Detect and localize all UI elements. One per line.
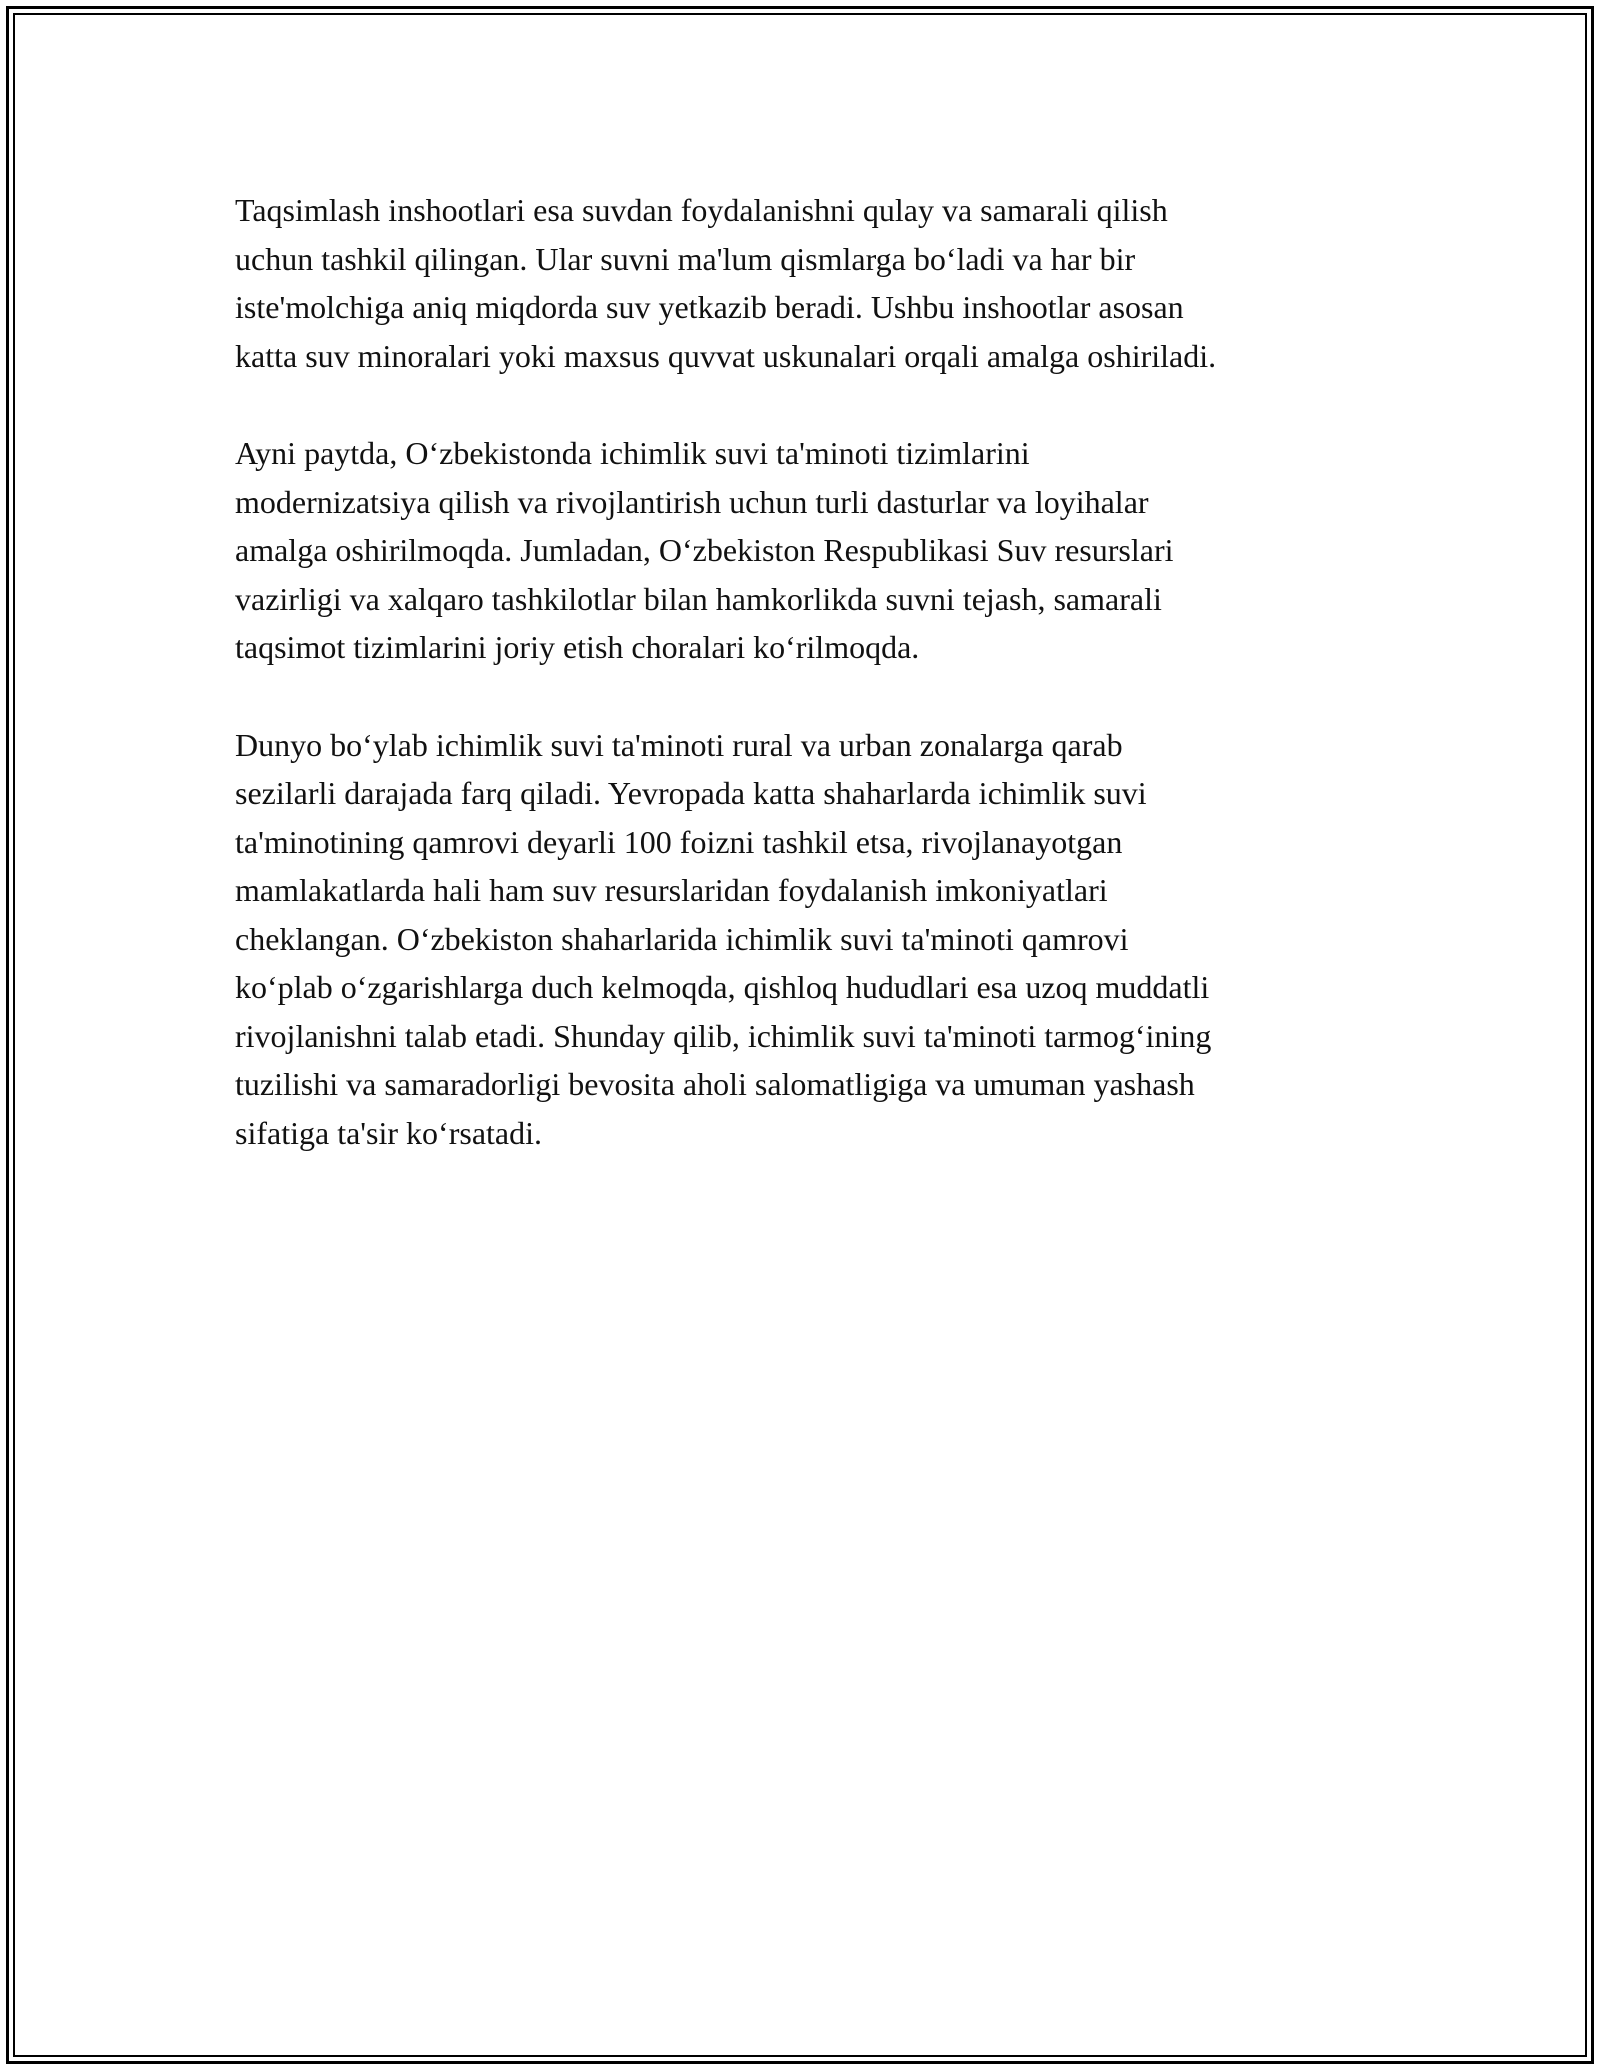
text-line: sezilarli darajada farq qiladi. Yevropada katta shaharlarda ichimlik suvi (235, 775, 1147, 811)
text-line: Taqsimlash inshootlari esa suvdan foydalanishni qulay va samarali qilish (235, 192, 1168, 228)
text-line: ko‘plab o‘zgarishlarga duch kelmoqda, qishloq hududlari esa uzoq muddatli (235, 969, 1210, 1005)
text-line: rivojlanishni talab etadi. Shunday qilib, ichimlik suvi ta'minoti tarmog‘ining (235, 1017, 1212, 1054)
text-line: mamlakatlarda hali ham suv resurslaridan foydalanish imkoniyatlari (235, 872, 1108, 908)
text-line: cheklangan. O‘zbekiston shaharlarida ichimlik suvi ta'minoti qamrovi (235, 920, 1129, 957)
text-line: uchun tashkil qilingan. Ular suvni ma'lum qismlarga bo‘ladi va har bir (235, 240, 1136, 277)
paragraph-3 (235, 721, 1385, 1158)
text-line: Ayni paytda, O‘zbekistonda ichimlik suvi ta'minoti tizimlarini (235, 435, 1030, 471)
text-line: ta'minotining qamrovi deyarli 100 foizni tashkil etsa, rivojlanayotgan (235, 823, 1123, 860)
paragraph-1 (235, 186, 1385, 380)
text-line: tuzilishi va samaradorligi bevosita aholi salomatligiga va umuman yashash (235, 1066, 1195, 1102)
text-line: modernizatsiya qilish va rivojlantirish uchun turli dasturlar va loyihalar (235, 483, 1149, 520)
text-line: katta suv minoralari yoki maxsus quvvat uskunalari orqali amalga oshiriladi. (235, 337, 1217, 374)
document-body (235, 186, 1385, 1206)
text-line: Dunyo bo‘ylab ichimlik suvi ta'minoti rural va urban zonalarga qarab (235, 726, 1123, 763)
text-line: amalga oshirilmoqda. Jumladan, O‘zbekiston Respublikasi Suv resurslari (235, 532, 1174, 568)
text-line: iste'molchiga aniq miqdorda suv yetkazib beradi. Ushbu inshootlar asosan (235, 289, 1184, 325)
text-line: vazirligi va xalqaro tashkilotlar bilan hamkorlikda suvni tejash, samarali (235, 580, 1162, 617)
text-line: sifatiga ta'sir ko‘rsatadi. (235, 1114, 542, 1151)
paragraph-2 (235, 429, 1385, 672)
text-line: taqsimot tizimlarini joriy etish choralari ko‘rilmoqda. (235, 629, 920, 665)
